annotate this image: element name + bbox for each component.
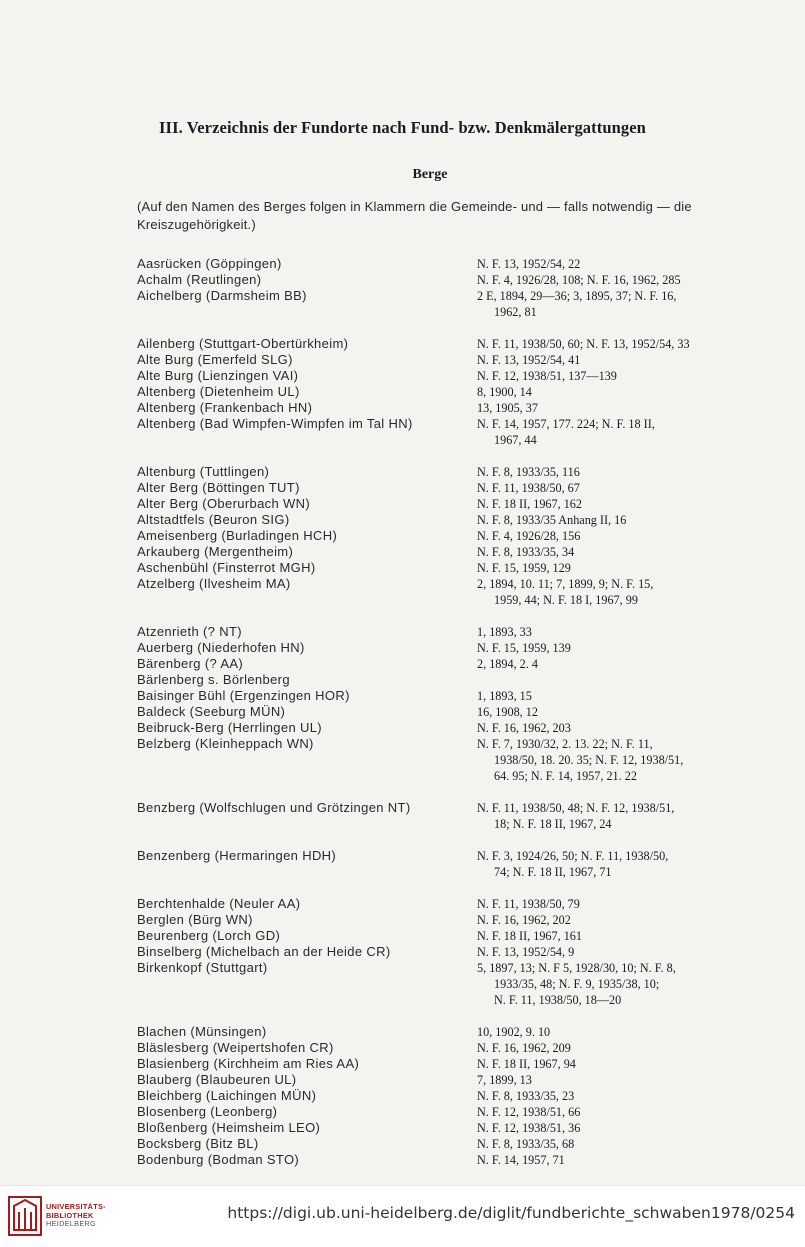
citation-line: N. F. 16, 1962, 203 — [477, 721, 571, 735]
section-heading: III. Verzeichnis der Fundorte nach Fund- bzw. Denkmälergattungen — [159, 118, 646, 137]
citation-line: N. F. 11, 1938/50, 48; N. F. 12, 1938/51, — [477, 801, 675, 815]
place-name: Altenberg (Frankenbach HN) — [137, 400, 313, 415]
reference-citation — [477, 1040, 725, 1056]
reference-citation — [477, 1072, 725, 1088]
place-name: Beurenberg (Lorch GD) — [137, 928, 281, 943]
citation-line: 1967, 44 — [494, 433, 537, 447]
intro-note: (Auf den Namen des Berges folgen in Klammern die Gemeinde- und — falls notwendig — die Kreiszugehörigkeit.) — [137, 199, 692, 232]
place-name: Arkauberg (Mergentheim) — [137, 544, 294, 559]
reference-citation — [477, 1152, 725, 1168]
subsection-heading: Berge — [412, 167, 448, 182]
citation-line: 5, 1897, 13; N. F 5, 1928/30, 10; N. F. 8, — [477, 961, 676, 975]
citation-line: 1959, 44; N. F. 18 I, 1967, 99 — [494, 593, 638, 607]
reference-citation — [477, 960, 725, 1008]
citation-line: N. F. 15, 1959, 139 — [477, 641, 571, 655]
place-name: Berglen (Bürg WN) — [137, 912, 253, 927]
citation-line: N. F. 16, 1962, 209 — [477, 1041, 571, 1055]
place-name: Berchtenhalde (Neuler AA) — [137, 896, 301, 911]
reference-citation — [477, 800, 725, 832]
place-name: Belzberg (Kleinheppach WN) — [137, 736, 314, 751]
citation-line: 13, 1905, 37 — [477, 401, 538, 415]
citation-line: 2, 1894, 2. 4 — [477, 657, 538, 671]
citation-line: 2, 1894, 10. 11; 7, 1899, 9; N. F. 15, — [477, 577, 654, 591]
reference-citation — [477, 736, 725, 784]
place-name: Alter Berg (Böttingen TUT) — [137, 480, 300, 495]
reference-citation — [477, 288, 725, 320]
reference-citation — [477, 1136, 725, 1152]
citation-line: N. F. 18 II, 1967, 161 — [477, 929, 582, 943]
reference-citation — [477, 272, 725, 288]
place-name: Bärlenberg s. Börlenberg — [137, 672, 290, 687]
place-name: Achalm (Reutlingen) — [137, 272, 262, 287]
reference-citation — [477, 688, 725, 704]
reference-citation — [477, 624, 725, 640]
reference-citation — [477, 416, 725, 448]
reference-citation — [477, 512, 725, 528]
reference-citation — [477, 1024, 725, 1040]
citation-line: 1, 1893, 15 — [477, 689, 532, 703]
citation-line: 64. 95; N. F. 14, 1957, 21. 22 — [494, 769, 637, 783]
library-name-line2: BIBLIOTHEK — [46, 1210, 94, 1220]
reference-citation — [477, 336, 725, 352]
place-name: Atzenrieth (? NT) — [137, 624, 242, 639]
place-name: Benzenberg (Hermaringen HDH) — [137, 848, 337, 863]
citation-line: 18; N. F. 18 II, 1967, 24 — [494, 817, 612, 831]
place-name: Benzberg (Wolfschlugen und Grötzingen NT) — [137, 800, 411, 815]
place-name: Altenberg (Bad Wimpfen-Wimpfen im Tal HN) — [137, 416, 413, 431]
citation-line: N. F. 16, 1962, 202 — [477, 913, 571, 927]
source-url-link[interactable]: https://digi.ub.uni-heidelberg.de/diglit/fundberichte_schwaben1978/0254 — [227, 1204, 795, 1222]
citation-line: N. F. 4, 1926/28, 156 — [477, 529, 581, 543]
library-name-line1: UNIVERSITÄTS- — [46, 1202, 106, 1211]
citation-line: 1, 1893, 33 — [477, 625, 532, 639]
citation-line: N. F. 12, 1938/51, 66 — [477, 1105, 581, 1119]
reference-citation — [477, 464, 725, 480]
place-name: Baisinger Bühl (Ergenzingen HOR) — [137, 688, 350, 703]
citation-line: N. F. 12, 1938/51, 137—139 — [477, 369, 617, 383]
citation-line: N. F. 8, 1933/35, 23 — [477, 1089, 575, 1103]
library-name-line3: HEIDELBERG — [46, 1219, 97, 1229]
reference-citation — [477, 544, 725, 560]
citation-line: N. F. 8, 1933/35, 116 — [477, 465, 580, 479]
library-name — [46, 1203, 106, 1229]
reference-citation — [477, 400, 725, 416]
reference-citation — [477, 656, 725, 672]
place-name: Beibruck-Berg (Herrlingen UL) — [137, 720, 322, 735]
place-name: Bocksberg (Bitz BL) — [137, 1136, 259, 1151]
reference-citation — [477, 576, 725, 608]
place-name: Atzelberg (Ilvesheim MA) — [137, 576, 291, 591]
place-name: Altstadtfels (Beuron SIG) — [137, 512, 290, 527]
citation-line: 8, 1900, 14 — [477, 385, 532, 399]
place-name: Bläslesberg (Weipertshofen CR) — [137, 1040, 334, 1055]
reference-citation — [477, 352, 725, 368]
citation-line: N. F. 8, 1933/35, 68 — [477, 1137, 575, 1151]
reference-citation — [477, 528, 725, 544]
citation-line: N. F. 4, 1926/28, 108; N. F. 16, 1962, 285 — [477, 273, 681, 287]
place-name: Baldeck (Seeburg MÜN) — [137, 704, 286, 719]
reference-citation — [477, 1088, 725, 1104]
citation-line: N. F. 15, 1959, 129 — [477, 561, 571, 575]
reference-citation — [477, 480, 725, 496]
place-name: Ailenberg (Stuttgart-Obertürkheim) — [137, 336, 349, 351]
reference-citation — [477, 928, 725, 944]
show-through-text — [150, 78, 710, 98]
place-name: Auerberg (Niederhofen HN) — [137, 640, 305, 655]
citation-line: N. F. 11, 1938/50, 67 — [477, 481, 580, 495]
place-name: Bleichberg (Laichingen MÜN) — [137, 1088, 317, 1103]
reference-citation — [477, 368, 725, 384]
citation-line: 2 E, 1894, 29—36; 3, 1895, 37; N. F. 16, — [477, 289, 677, 303]
place-name: Binselberg (Michelbach an der Heide CR) — [137, 944, 391, 959]
place-name: Alter Berg (Oberurbach WN) — [137, 496, 311, 511]
place-name: Ameisenberg (Burladingen HCH) — [137, 528, 338, 543]
place-name: Bärenberg (? AA) — [137, 656, 244, 671]
place-name: Blachen (Münsingen) — [137, 1024, 267, 1039]
reference-citation — [477, 1056, 725, 1072]
place-name: Bodenburg (Bodman STO) — [137, 1152, 300, 1167]
reference-citation — [477, 1104, 725, 1120]
reference-citation — [477, 848, 725, 880]
place-name: Bloßenberg (Heimsheim LEO) — [137, 1120, 321, 1135]
citation-line: N. F. 11, 1938/50, 18—20 — [494, 993, 622, 1007]
place-name: Altenberg (Dietenheim UL) — [137, 384, 300, 399]
citation-line: 74; N. F. 18 II, 1967, 71 — [494, 865, 612, 879]
citation-line: N. F. 14, 1957, 71 — [477, 1153, 565, 1167]
place-name: Blosenberg (Leonberg) — [137, 1104, 278, 1119]
citation-line: N. F. 3, 1924/26, 50; N. F. 11, 1938/50, — [477, 849, 669, 863]
citation-line: 7, 1899, 13 — [477, 1073, 532, 1087]
reference-citation — [477, 944, 725, 960]
place-name: Aasrücken (Göppingen) — [137, 256, 282, 271]
citation-line: N. F. 12, 1938/51, 36 — [477, 1121, 581, 1135]
citation-line: N. F. 13, 1952/54, 9 — [477, 945, 575, 959]
library-logo-icon — [8, 1196, 42, 1236]
place-name: Altenburg (Tuttlingen) — [137, 464, 270, 479]
citation-line: N. F. 18 II, 1967, 162 — [477, 497, 582, 511]
place-name: Alte Burg (Emerfeld SLG) — [137, 352, 293, 367]
reference-citation — [477, 896, 725, 912]
citation-line: 1938/50, 18. 20. 35; N. F. 12, 1938/51, — [494, 753, 684, 767]
citation-line: N. F. 18 II, 1967, 94 — [477, 1057, 576, 1071]
reference-citation — [477, 640, 725, 656]
reference-citation — [477, 496, 725, 512]
citation-line: N. F. 11, 1938/50, 79 — [477, 897, 580, 911]
reference-citation — [477, 720, 725, 736]
citation-line: N. F. 8, 1933/35 Anhang II, 16 — [477, 513, 627, 527]
reference-citation — [477, 704, 725, 720]
place-name: Blauberg (Blaubeuren UL) — [137, 1072, 297, 1087]
citation-line: N. F. 13, 1952/54, 22 — [477, 257, 581, 271]
citation-line: N. F. 8, 1933/35, 34 — [477, 545, 575, 559]
citation-line: N. F. 13, 1952/54, 41 — [477, 353, 581, 367]
reference-citation — [477, 560, 725, 576]
citation-line: 1933/35, 48; N. F. 9, 1935/38, 10; — [494, 977, 660, 991]
reference-citation — [477, 1120, 725, 1136]
citation-line: N. F. 14, 1957, 177. 224; N. F. 18 II, — [477, 417, 655, 431]
citation-line: 1962, 81 — [494, 305, 537, 319]
citation-line: N. F. 7, 1930/32, 2. 13. 22; N. F. 11, — [477, 737, 653, 751]
reference-citation — [477, 912, 725, 928]
citation-line: 16, 1908, 12 — [477, 705, 538, 719]
place-name: Alte Burg (Lienzingen VAI) — [137, 368, 299, 383]
citation-line: N. F. 11, 1938/50, 60; N. F. 13, 1952/54, 33 — [477, 337, 690, 351]
reference-citation — [477, 256, 725, 272]
place-name: Aichelberg (Darmsheim BB) — [137, 288, 307, 303]
footer-bar — [0, 1185, 805, 1247]
place-name: Aschenbühl (Finsterrot MGH) — [137, 560, 316, 575]
place-name: Blasienberg (Kirchheim am Ries AA) — [137, 1056, 360, 1071]
reference-citation — [477, 384, 725, 400]
place-name: Birkenkopf (Stuttgart) — [137, 960, 268, 975]
citation-line: 10, 1902, 9. 10 — [477, 1025, 551, 1039]
